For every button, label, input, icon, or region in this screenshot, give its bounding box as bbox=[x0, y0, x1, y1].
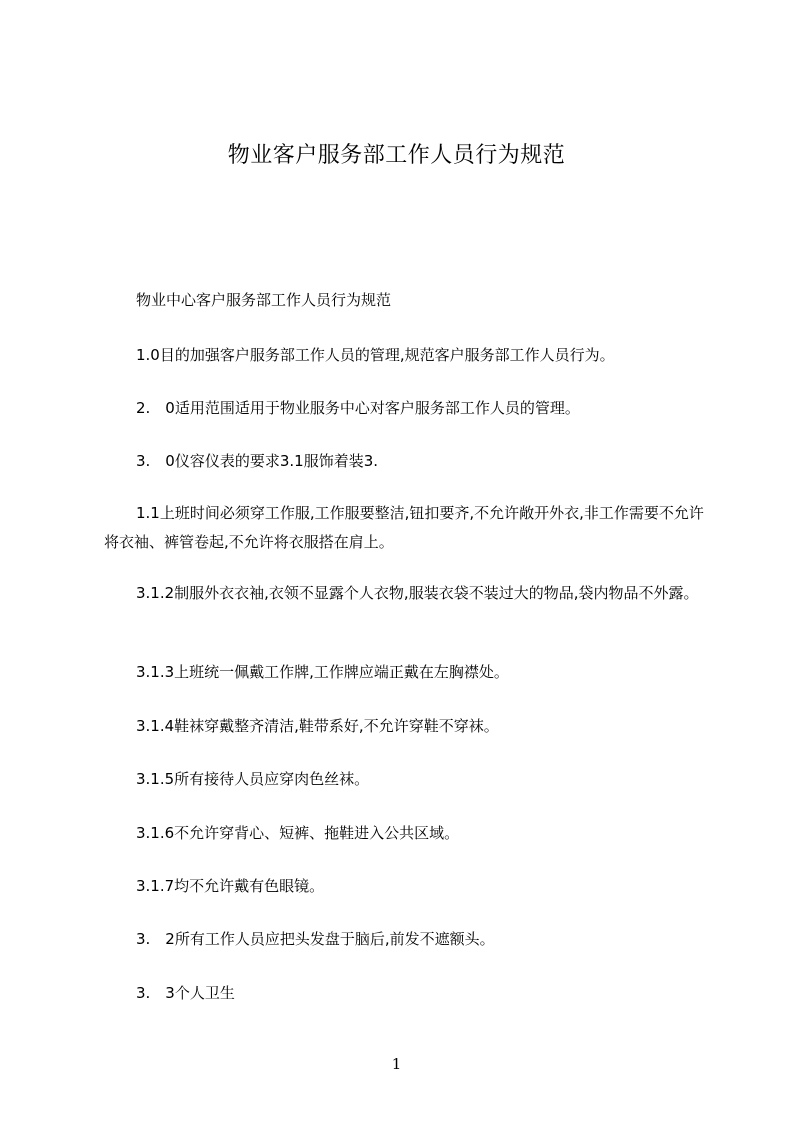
paragraph-appearance: 3. 0仪容仪表的要求3.1服饰着装3. bbox=[136, 452, 379, 470]
page-number: 1 bbox=[391, 1055, 402, 1073]
paragraph-3-1-2: 3.1.2制服外衣衣袖,衣领不显露个人衣物,服装衣袋不装过大的物品,袋内物品不外露。 bbox=[136, 584, 699, 602]
paragraph-3-1-6: 3.1.6不允许穿背心、短裤、拖鞋进入公共区域。 bbox=[136, 824, 460, 842]
paragraph-3-1-7: 3.1.7均不允许戴有色眼镜。 bbox=[136, 877, 325, 895]
paragraph-3-2: 3. 2所有工作人员应把头发盘于脑后,前发不遮额头。 bbox=[136, 930, 495, 948]
paragraph-3-1-3: 3.1.3上班统一佩戴工作牌,工作牌应端正戴在左胸襟处。 bbox=[136, 663, 509, 681]
paragraph-3-1-1: 1.1上班时间必须穿工作服,工作服要整洁,钮扣要齐,不允许敞开外衣,非工作需要不允许将衣袖、裤管卷起,不允许将衣服搭在肩上。 bbox=[104, 504, 704, 551]
paragraph-3-1-5: 3.1.5所有接待人员应穿肉色丝袜。 bbox=[136, 770, 370, 788]
document-title: 物业客户服务部工作人员行为规范 bbox=[227, 143, 566, 168]
paragraph-3-1-4: 3.1.4鞋袜穿戴整齐清洁,鞋带系好,不允许穿鞋不穿袜。 bbox=[136, 717, 499, 735]
paragraph-scope: 2. 0适用范围适用于物业服务中心对客户服务部工作人员的管理。 bbox=[136, 399, 580, 417]
paragraph-purpose: 1.0目的加强客户服务部工作人员的管理,规范客户服务部工作人员行为。 bbox=[136, 346, 615, 364]
paragraph-heading: 物业中心客户服务部工作人员行为规范 bbox=[136, 291, 392, 309]
paragraph-3-3: 3. 3个人卫生 bbox=[136, 984, 235, 1002]
